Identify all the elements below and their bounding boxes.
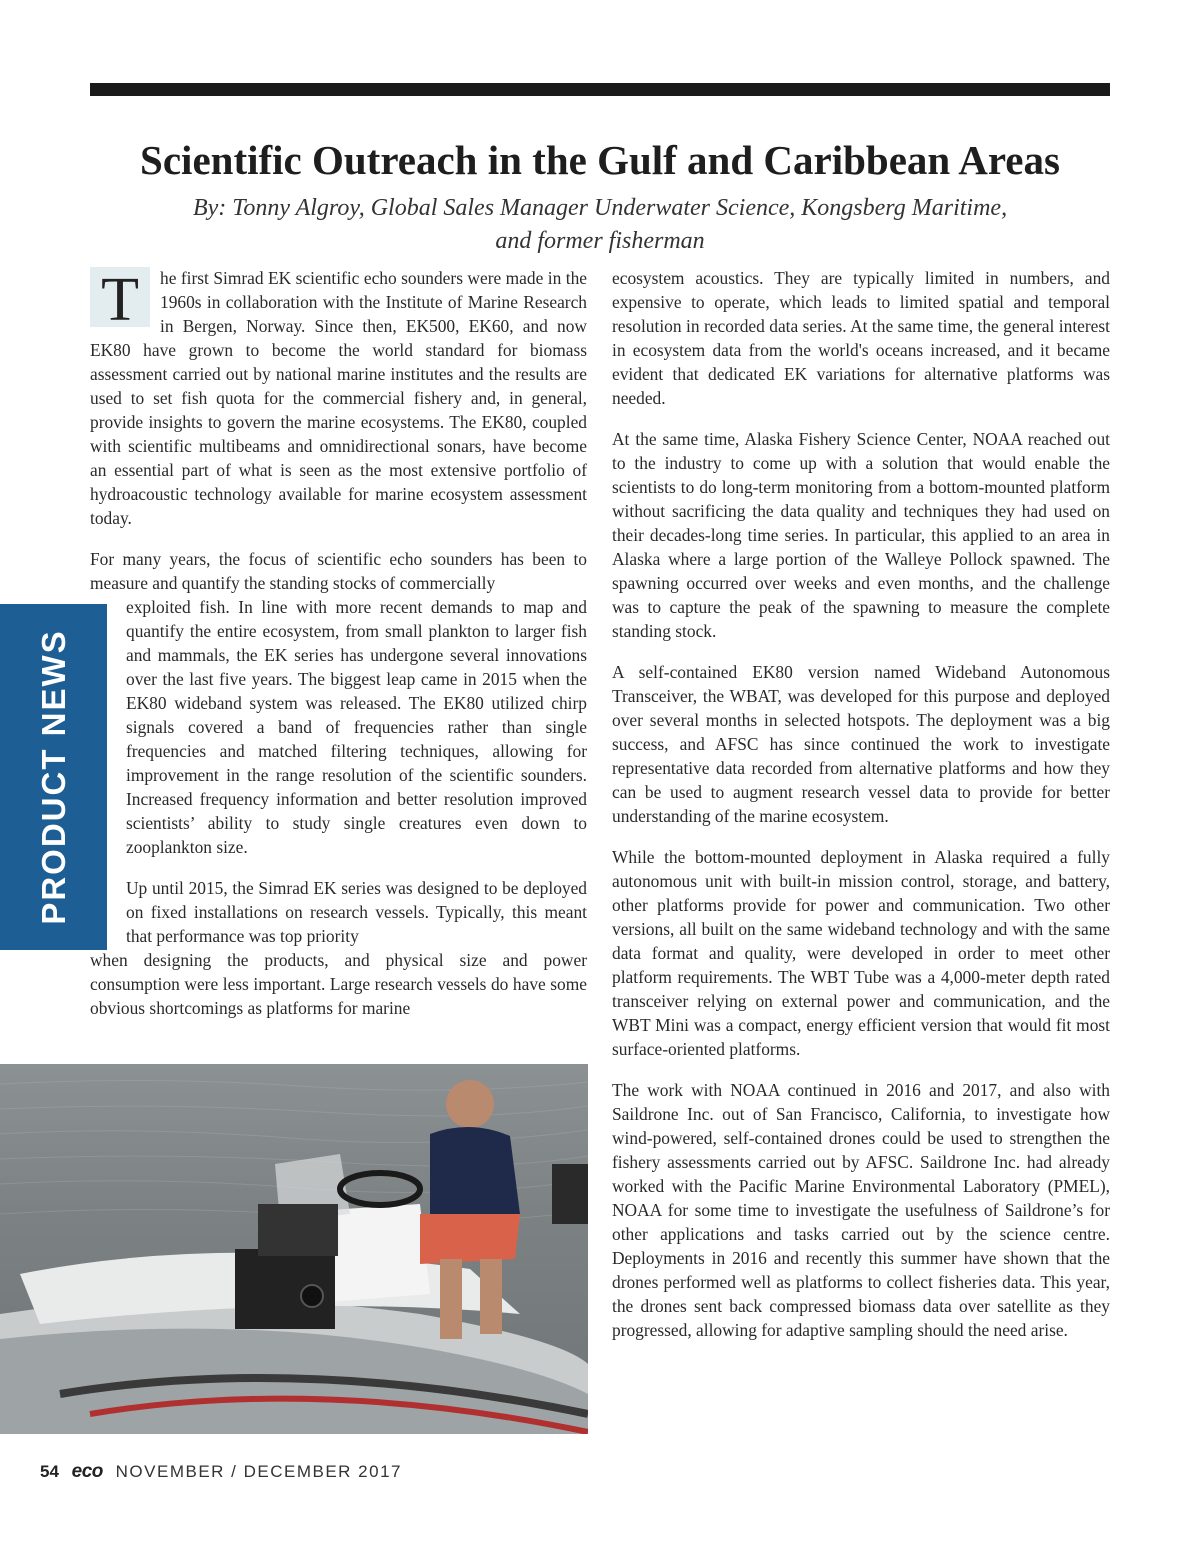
paragraph-6: A self-contained EK80 version named Wideband Autonomous Transceiver, the WBAT, was developed for this purpose and deployed over several months in selected hotspots. The deployment was a big success, and AFSC has since continued the work to investigate representative data recorded from alternative platforms and how they can be used to augment research vessel data to provide for better understanding of the marine ecosystem. — [612, 662, 1110, 826]
left-column — [90, 266, 587, 1037]
paragraph-2: For many years, the focus of scientific echo sounders has been to measure and quantify the standing stocks of commercially — [90, 549, 587, 593]
article-title: Scientific Outreach in the Gulf and Caribbean Areas — [140, 137, 1060, 183]
paragraph-1-text: he first Simrad EK scientific echo sounders were made in the 1960s in collaboration with the Institute of Marine Research in Bergen, Norway. Since then, EK500, EK60, and now EK80 have grown to become the world standard for biomass assessment carried out by national marine institutes and the results are used to set fish quota for the commercial fishery and, in general, provide insights to govern the marine ecosystems. The EK80, coupled with scientific multibeams and omnidirectional sonars, have become an essential part of what is seen as the most extensive portfolio of hydroacoustic technology available for marine ecosystem assessment today. — [90, 268, 587, 528]
paragraph-1 — [90, 266, 587, 530]
byline-line-2: and former fisherman — [495, 228, 705, 254]
page-footer — [40, 1461, 402, 1483]
paragraph-3: Up until 2015, the Simrad EK series was designed to be deployed on fixed installations on research vessels. Typically, this meant that performance was top priority — [126, 878, 587, 946]
top-rule — [90, 83, 1110, 96]
drop-cap: T — [90, 267, 150, 327]
byline — [90, 192, 1110, 258]
paragraph-8: The work with NOAA continued in 2016 and 2017, and also with Saildrone Inc. out of San Francisco, California, to investigate how wind-powered, self-contained drones could be used to strengthen the fishery assessments carried out by AFSC. Saildrone Inc. had already worked with the Pacific Marine Environmental Laboratory (PMEL), NOAA for some time to investigate the usefulness of Saildrone’s for other applications and tasks carried out by the science centre. Deployments in 2016 and recently this summer have shown that the drones performed well as platforms to collect fisheries data. This year, the drones sent back compressed biomass data over satellite as they progressed, allowing for adaptive sampling should the need arise. — [612, 1080, 1110, 1340]
paragraph-3-continued: when designing the products, and physical size and power consumption were less important. Large research vessels do have some obvious shortcomings as platforms for marine — [90, 950, 587, 1018]
right-column — [612, 266, 1110, 1359]
section-tab-label: PRODUCT NEWS — [35, 629, 72, 925]
paragraph-5: At the same time, Alaska Fishery Science Center, NOAA reached out to the industry to come up with a solution that would enable the scientists to do long-term monitoring from a bottom-mounted platform without sacrificing the data quality and techniques they had used on their decades-long time series. In particular, this applied to an area in Alaska where a large portion of the Walleye Pollock spawned. The spawning occurred over weeks and even months, and the challenge was to capture the peak of the spawning to measure the complete standing stock. — [612, 429, 1110, 641]
page-number: 54 — [40, 1462, 59, 1481]
magazine-logo: eco — [71, 1461, 103, 1482]
paragraph-7: While the bottom-mounted deployment in Alaska required a fully autonomous unit with built-in mission control, storage, and battery, other platforms provide for power and communication. Two other versions, all built on the same wideband technology and with the same data format and quality, were developed in order to meet other platform requirements. The WBT Tube was a 4,000-meter depth rated transceiver relying on external power and communication, and the WBT Mini was a compact, energy efficient version that would fit most surface-oriented platforms. — [612, 847, 1110, 1059]
paragraph-2-continued: exploited fish. In line with more recent demands to map and quantify the entire ecosystem, from small plankton to larger fish and mammals, the EK series has undergone several innovations over the last five years. The biggest leap came in 2015 when the EK80 wideband system was released. The EK80 utilized chirp signals covered a band of frequencies rather than single frequencies and matched filtering techniques, allowing for improvement in the range resolution of the scientific sounders. Increased frequency information and better resolution improved scientists’ ability to study single creatures even down to zooplankton size. — [126, 597, 587, 857]
boat-illustration — [0, 1064, 588, 1434]
boat-photo — [0, 1064, 588, 1434]
byline-line-1: By: Tonny Algroy, Global Sales Manager Underwater Science, Kongsberg Maritime, — [192, 195, 1008, 221]
section-tab — [0, 604, 107, 950]
paragraph-4: ecosystem acoustics. They are typically limited in numbers, and expensive to operate, which leads to limited spatial and temporal resolution in recorded data series. At the same time, the general interest in ecosystem data from the world's oceans increased, and it became evident that dedicated EK variations for alternative platforms was needed. — [612, 268, 1110, 408]
issue-date: NOVEMBER / DECEMBER 2017 — [115, 1462, 402, 1481]
